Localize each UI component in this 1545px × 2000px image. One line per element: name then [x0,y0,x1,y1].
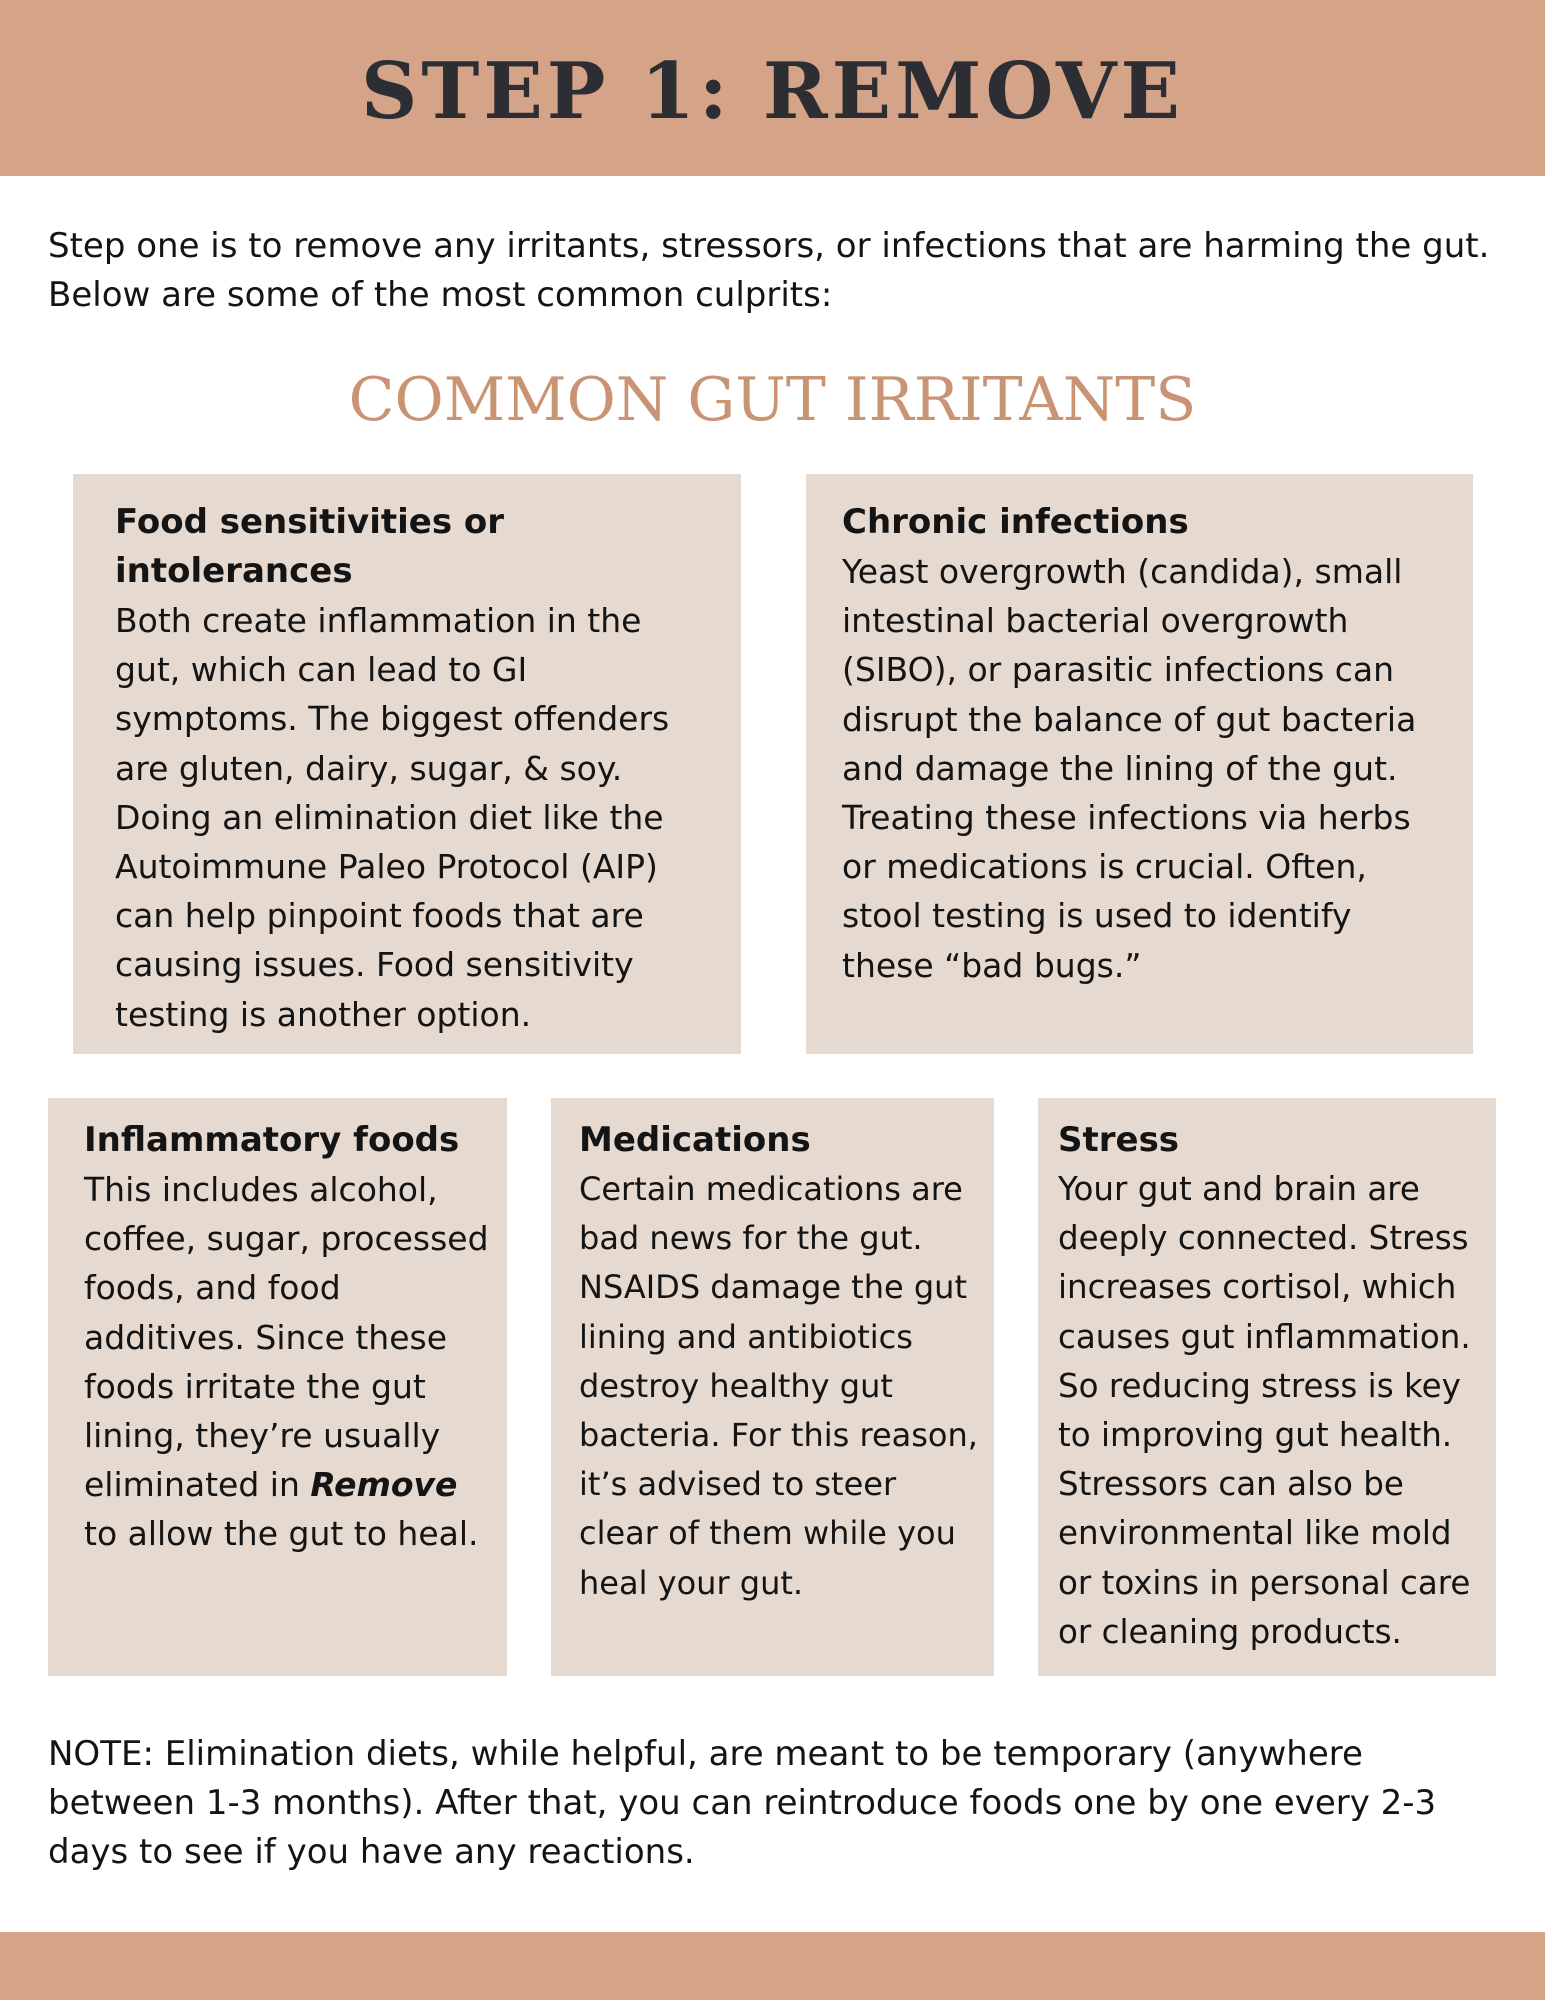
footer-band [0,1932,1545,2000]
card-body-text: to allow the gut to heal. [84,1514,479,1554]
card-title: Inflammatory foods [84,1120,460,1160]
card-chronic-infections [806,474,1473,1054]
card-body: Certain medications are bad news for the gut. NSAIDS damage the gut lining and antibiotics destroy healthy gut bacteria. For this reason, it’s advised to steer clear of them while you heal your gut. [579,1170,978,1602]
card-title: Chronic infections [842,502,1189,542]
card-body [84,1165,489,1559]
card-inflammatory-foods [48,1098,507,1676]
card-body: Yeast overgrowth (candida), small intestinal bacterial overgrowth (SIBO), or parasitic infections can disrupt the balance of gut bacteria and damage the lining of the gut. Treating these infections via herbs or medications is crucial. Often, stool testing is used to identify these “bad bugs.” [842,552,1417,985]
page-title: STEP 1: REMOVE [360,46,1184,137]
section-heading: COMMON GUT IRRITANTS [348,365,1197,435]
card-stress [1038,1098,1496,1676]
card-body-text: This includes alcohol, coffee, sugar, processed foods, and food additives. Since these foods irritate the gut lining, they’re usually eliminated in [84,1170,489,1505]
card-body: Both create inflammation in the gut, which can lead to GI symptoms. The biggest offenders are gluten, dairy, sugar, & soy. Doing an elimination diet like the Autoimmune Paleo Protocol (AIP) can help pinpoint foods that are causing issues. Food sensitivity testing is another option. [115,601,670,1034]
card-food-sensitivities [73,474,741,1054]
note-paragraph: NOTE: Elimination diets, while helpful, are meant to be temporary (anywhere between 1-3 months). After that, you can reintroduce foods one by one every 2-3 days to see if you have any reactions. [48,1734,1437,1872]
card-body-emphasis: Remove [310,1465,458,1505]
card-medications [551,1098,994,1676]
card-title: Medications [579,1120,811,1160]
intro-paragraph: Step one is to remove any irritants, stressors, or infections that are harming the gut. Below are some of the most common culprits: [48,226,1490,315]
card-body: Your gut and brain are deeply connected. Stress increases cortisol, which causes gut inflammation. So reducing stress is key to improving gut health. Stressors can also be environmental like mold or toxins in personal care or cleaning products. [1058,1170,1471,1651]
card-title: Stress [1058,1120,1180,1160]
card-title: Food sensitivities or intolerances [115,502,505,591]
